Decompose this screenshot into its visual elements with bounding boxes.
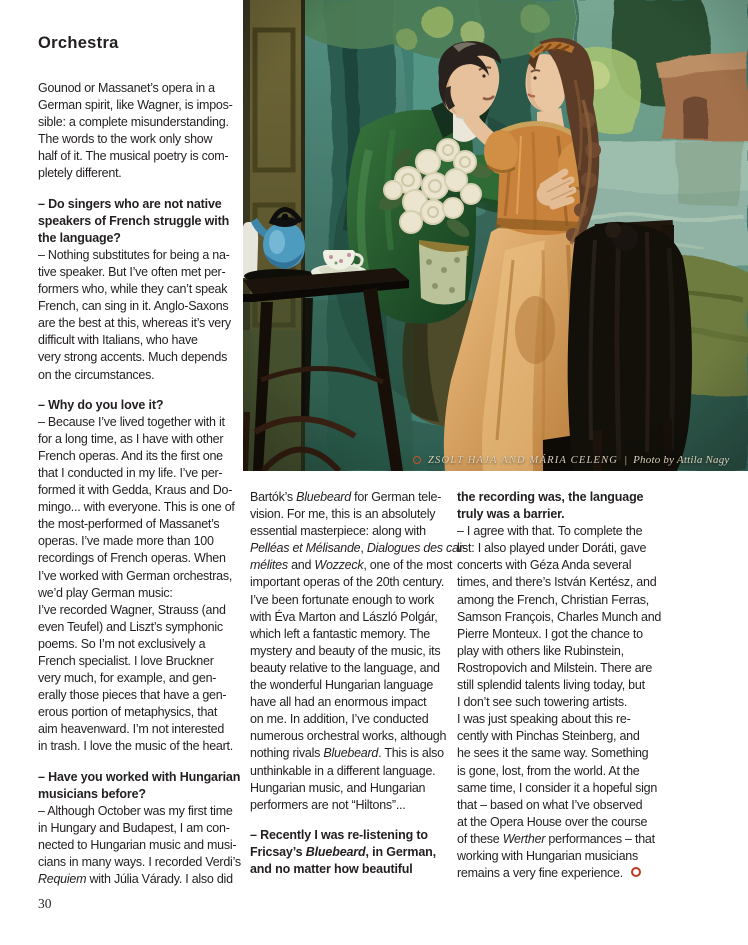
question-paragraph: – Have you worked with Hungarian musicians before? [38,769,241,801]
question-paragraph: – Recently I was re-listening to Fricsay’s Bluebeard, in German, and no matter how beautiful [250,827,436,876]
text-column-right [457,489,661,882]
body-paragraph: Bartók’s Bluebeard for German tele- vision. For me, this is an absolutely essential masterpiece: along with Pelléas et Mélisande, Dialogues des car- mélites and Wozzeck, one of the most important operas of the 20th century. I’ve been fortunate enough to work with Éva Marton and László Polgár, which left a fantastic memory. The mystery and beauty of the music, its beauty relative to the language, and the wonderful Hungarian language have all had an enormous impact on me. In addition, I’ve conducted numerous orchestral works, although nothing rivals Bluebeard. This is also unthinkable in a different language. Hungarian music, and Hungarian performers are not “Hiltons”... [250,490,467,812]
body-paragraph: – Although October was my first time in Hungary and Budapest, I am con- nected to Hungarian music and musi- cians in many ways. I recorded Verdi’s Requiem with Júlia Várady. I also did [38,803,241,887]
body-paragraph: – I agree with that. To complete the list: I also played under Doráti, gave concerts with Géza Anda several times, and there’s István Kertész, and among the French, Christian Ferras, Samson François, Charles Munch and Pierre Monteux. I got the chance to play with others like Rubinstein, Rostropovich and Milstein. There are still splendid talents living today, but I don’t see such towering artists. I was just speaking about this re- cently with Pinchas Steinberg, and he sees it the same way. Something is gone, lost, from the world. At the same time, I consider it a hopeful sign that – based on what I’ve observed at the Opera House over the course of these Werther performances – that working with Hungarian musicians remains a very fine experience. [457,524,662,881]
caption-separator: | [624,454,628,466]
caption-photo-credit: Photo by Attila Nagy [633,454,730,466]
caption-performer-names: ZSOLT HAJA AND MÁRIA CELENG [428,454,619,466]
text-column-middle [250,489,467,878]
body-paragraph: Gounod or Massanet’s opera in a German spirit, like Wagner, is impos- sible: a complete misunderstanding. The words to the work only show half of it. The musical poetry is com- pletely different. [38,81,233,181]
question-paragraph: – Do singers who are not native speakers of French struggle with the language? [38,196,230,245]
question-paragraph: – Why do you love it? [38,397,164,412]
question-paragraph: the recording was, the language truly was a barrier. [457,490,644,522]
page-number: 30 [38,896,52,911]
photo-caption [413,454,730,466]
body-paragraph: – Nothing substitutes for being a na- tive speaker. But I’ve often met per- formers who, while they can’t speak French, can sing in it. Anglo-Saxons are the best at this, whereas it’s very difficult with Italians, who have very strong accents. Much depends on the circumstances. [38,247,231,382]
body-paragraph: – Because I’ve lived together with it for a long time, as I have with other French operas. And its the first one that I conducted in my life. I’ve per- formed it with Gedda, Kraus and Do- mingo... with everyone. This is one of the most-performed of Massanet’s operas. I’ve made more than 100 recordings of French operas. When I’ve worked with German orchestras, we’d play German music: I’ve recorded Wagner, Strauss (and even Teufel) and Liszt’s symphonic poems. So I’m not exclusively a French specialist. I love Bruckner very much, for example, and gen- erally those pieces that have a gen- erous portion of metaphysics, that aim heavenward. I’m not interested in trash. I love the music of the heart. [38,414,235,754]
caption-ring-icon [413,456,421,464]
stage-photo-illustration [243,0,748,471]
article-end-mark [631,867,641,877]
text-column-left [38,80,242,888]
page-title: Orchestra [38,34,119,52]
stage-photo [243,0,748,471]
